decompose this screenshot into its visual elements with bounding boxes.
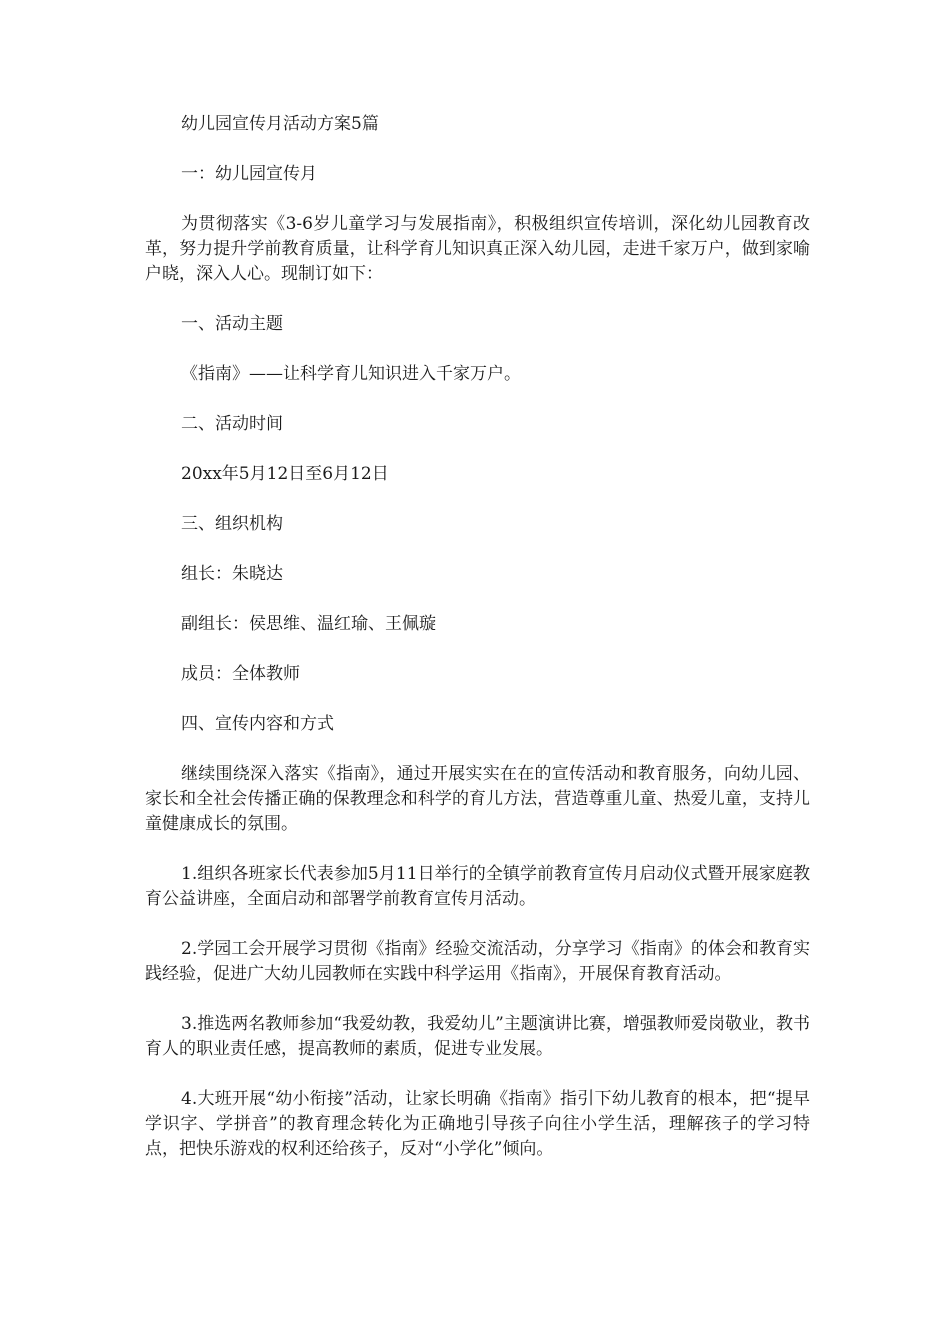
list-item-3: 3.推选两名教师参加“我爱幼教，我爱幼儿”主题演讲比赛，增强教师爱岗敬业，教书育人的职业责任感，提高教师的素质，促进专业发展。 [145, 1014, 810, 1059]
content-methods-paragraph: 继续围绕深入落实《指南》，通过开展实实在在的宣传活动和教育服务，向幼儿园、家长和全社会传播正确的保教理念和科学的育儿方法，营造尊重儿童、热爱儿童，支持儿童健康成长的氛围。 [145, 764, 810, 834]
team-leader-text: 组长：朱晓达 [181, 564, 283, 584]
intro-paragraph: 为贯彻落实《3-6岁儿童学习与发展指南》，积极组织宣传培训，深化幼儿园教育改革，努力提升学前教育质量，让科学育儿知识真正深入幼儿园，走进千家万户，做到家喻户晓，深入人心。现制订如下： [145, 214, 810, 284]
activity-time-text: 20xx年5月12日至6月12日 [181, 464, 389, 484]
members-text: 成员：全体教师 [181, 664, 300, 684]
document-body [145, 112, 810, 1187]
heading-organization: 三、组织机构 [181, 514, 283, 534]
heading-activity-time: 二、活动时间 [181, 414, 283, 434]
deputy-leader-text: 副组长：侯思维、温红瑜、王佩璇 [181, 614, 436, 634]
list-item-1: 1.组织各班家长代表参加5月11日举行的全镇学前教育宣传月启动仪式暨开展家庭教育公益讲座，全面启动和部署学前教育宣传月活动。 [145, 864, 810, 909]
list-item-2: 2.学园工会开展学习贯彻《指南》经验交流活动，分享学习《指南》的体会和教育实践经验，促进广大幼儿园教师在实践中科学运用《指南》，开展保育教育活动。 [145, 939, 810, 984]
document-title: 幼儿园宣传月活动方案5篇 [181, 114, 379, 134]
section-heading-part-one: 一：幼儿园宣传月 [181, 164, 317, 184]
heading-content-methods: 四、宣传内容和方式 [181, 714, 334, 734]
list-item-4: 4.大班开展“幼小衔接”活动，让家长明确《指南》指引下幼儿教育的根本，把“提早学识字、学拼音”的教育理念转化为正确地引导孩子向往小学生活，理解孩子的学习特点，把快乐游戏的权利还给孩子，反对“小学化”倾向。 [145, 1089, 810, 1159]
heading-activity-theme: 一、活动主题 [181, 314, 283, 334]
activity-theme-text: 《指南》——让科学育儿知识进入千家万户。 [181, 364, 521, 384]
